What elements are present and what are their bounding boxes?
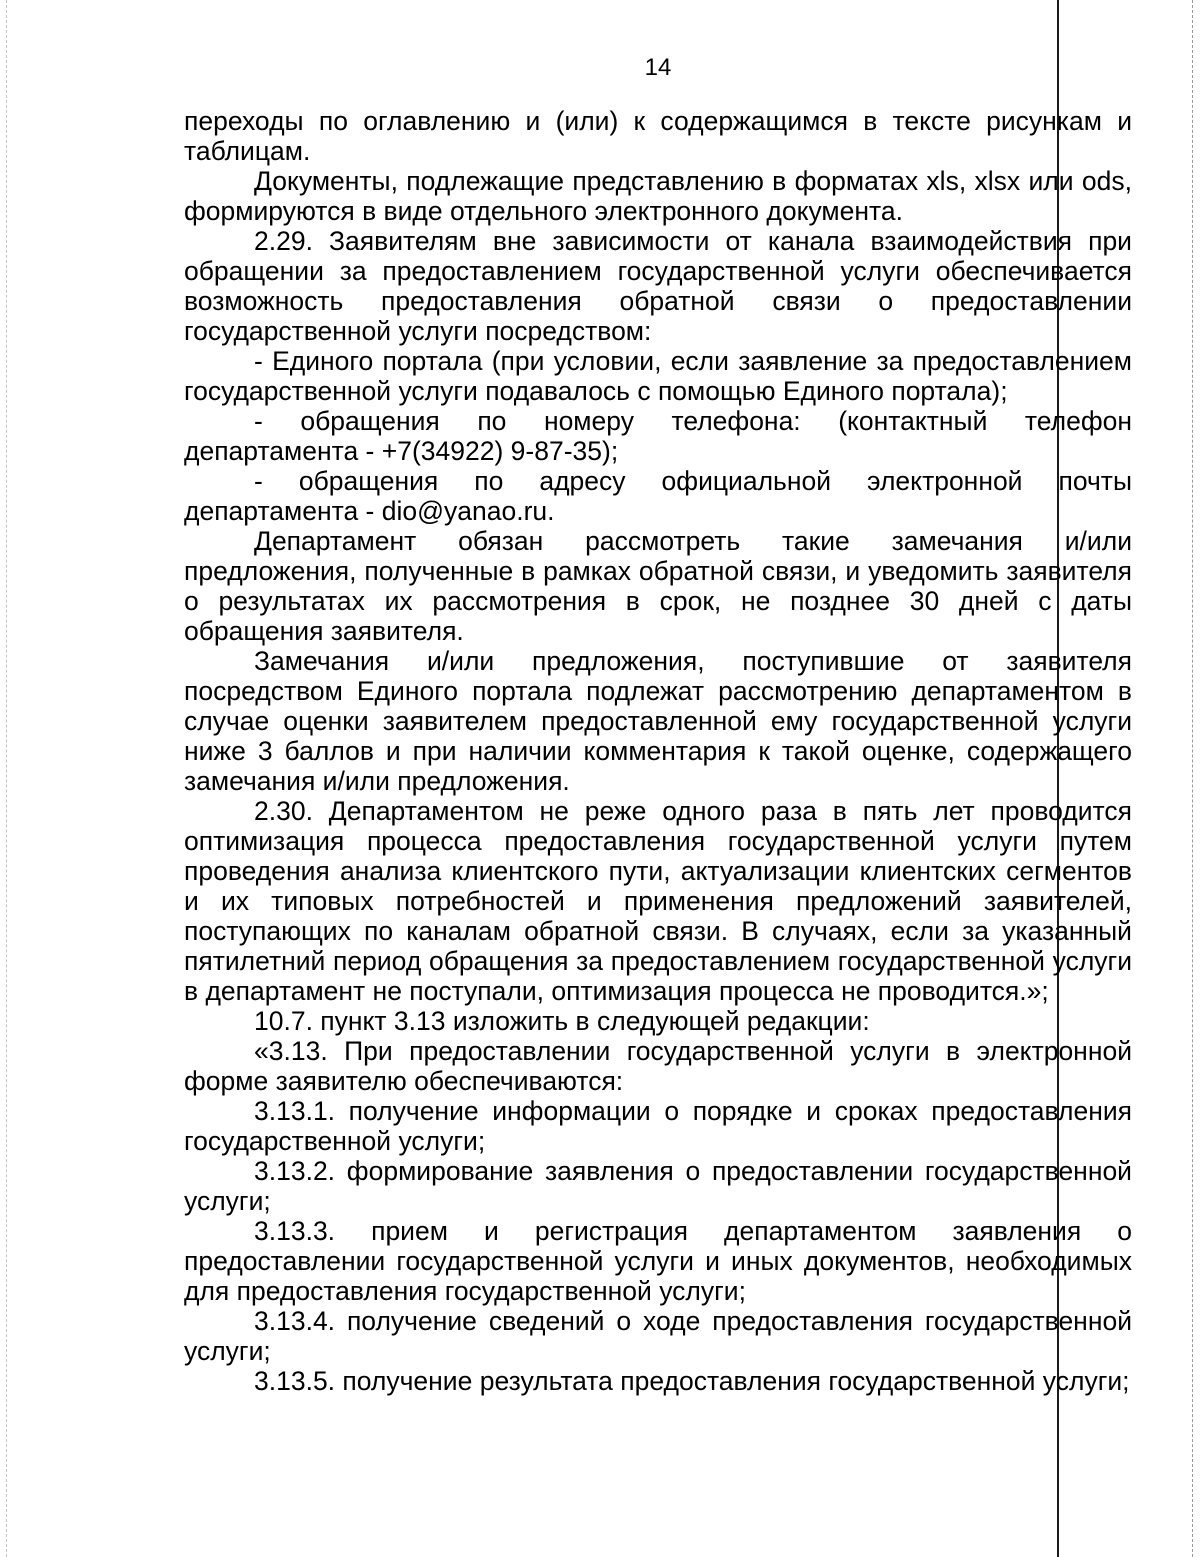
- paragraph: Замечания и/или предложения, поступившие от заявителя посредством Единого портала подлежат рассмотрению департаментом в случае оценки заявителем предоставленной ему государственной услуги ниже 3 баллов и при наличии комментария к такой оценке, содержащего замечания и/или предложения.: [184, 646, 1132, 796]
- list-item: 3.13.1. получение информации о порядке и сроках предоставления государственной услуги;: [184, 1096, 1132, 1156]
- list-item: 3.13.2. формирование заявления о предоставлении государственной услуги;: [184, 1156, 1132, 1216]
- scan-edge-right: [1192, 0, 1194, 1557]
- list-item: - обращения по адресу официальной электронной почты департамента - dio@yanao.ru.: [184, 466, 1132, 526]
- list-item: 3.13.4. получение сведений о ходе предоставления государственной услуги;: [184, 1306, 1132, 1366]
- paragraph: Документы, подлежащие представлению в форматах xls, xlsx или ods, формируются в виде отдельного электронного документа.: [184, 166, 1132, 226]
- page-number: 14: [644, 54, 672, 81]
- paragraph: «3.13. При предоставлении государственной услуги в электронной форме заявителю обеспечиваются:: [184, 1036, 1132, 1096]
- paragraph: 2.29. Заявителям вне зависимости от канала взаимодействия при обращении за предоставлением государственной услуги обеспечивается возможность предоставления обратной связи о предоставлении государственной услуги посредством:: [184, 226, 1132, 346]
- list-item: - обращения по номеру телефона: (контактный телефон департамента - +7(34922) 9-87-35);: [184, 406, 1132, 466]
- document-body: [184, 106, 1132, 1396]
- list-item: 3.13.3. прием и регистрация департаментом заявления о предоставлении государственной услуги и иных документов, необходимых для предоставления государственной услуги;: [184, 1216, 1132, 1306]
- list-item: - Единого портала (при условии, если заявление за предоставлением государственной услуги подавалось с помощью Единого портала);: [184, 346, 1132, 406]
- paragraph: 2.30. Департаментом не реже одного раза в пять лет проводится оптимизация процесса предоставления государственной услуги путем проведения анализа клиентского пути, актуализации клиентских сегментов и их типовых потребностей и применения предложений заявителей, поступающих по каналам обратной связи. В случаях, если за указанный пятилетний период обращения за предоставлением государственной услуги в департамент не поступали, оптимизация процесса не проводится.»;: [184, 796, 1132, 1006]
- scan-edge-left: [6, 0, 8, 1557]
- paragraph: переходы по оглавлению и (или) к содержащимся в тексте рисункам и таблицам.: [184, 106, 1132, 166]
- paragraph: Департамент обязан рассмотреть такие замечания и/или предложения, полученные в рамках обратной связи, и уведомить заявителя о результатах их рассмотрения в срок, не позднее 30 дней с даты обращения заявителя.: [184, 526, 1132, 646]
- paragraph: 10.7. пункт 3.13 изложить в следующей редакции:: [254, 1006, 870, 1036]
- list-item: 3.13.5. получение результата предоставления государственной услуги;: [254, 1366, 1130, 1396]
